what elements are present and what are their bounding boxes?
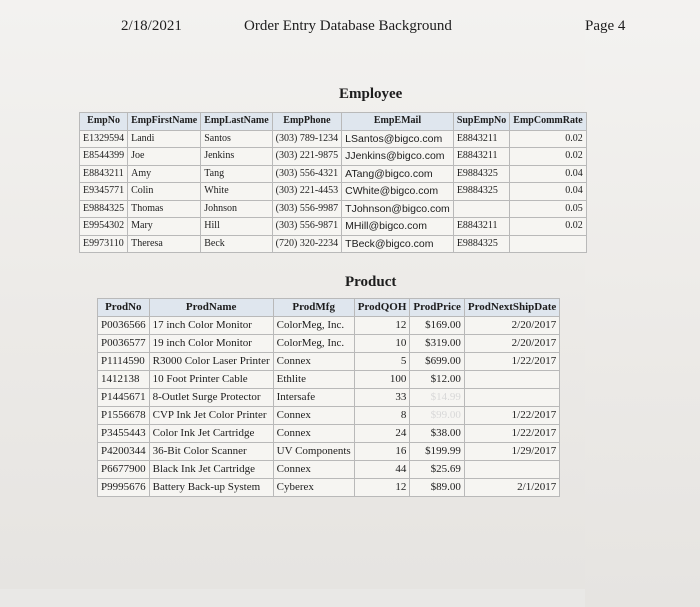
table-cell: 0.04 (510, 183, 586, 201)
table-cell: 1/22/2017 (464, 425, 559, 443)
table-cell: 19 inch Color Monitor (149, 335, 273, 353)
table-cell: Colin (128, 183, 201, 201)
table-cell: (303) 221-4453 (272, 183, 342, 201)
table-cell: E9884325 (453, 183, 509, 201)
table-cell: UV Components (273, 443, 354, 461)
table-cell: E1329594 (80, 130, 128, 148)
column-header: ProdQOH (354, 299, 410, 317)
table-cell: 0.02 (510, 130, 586, 148)
table-cell: LSantos@bigco.com (342, 130, 454, 148)
table-row (98, 335, 560, 353)
table-row (80, 165, 587, 183)
table-cell: R3000 Color Laser Printer (149, 353, 273, 371)
table-cell: (303) 556-9871 (272, 218, 342, 236)
column-header: EmpNo (80, 113, 128, 131)
table-cell: 2/20/2017 (464, 335, 559, 353)
table-cell: Landi (128, 130, 201, 148)
table-cell: $99.00 (410, 407, 464, 425)
table-cell: P4200344 (98, 443, 150, 461)
table-cell: Intersafe (273, 389, 354, 407)
table-cell: Connex (273, 407, 354, 425)
table-cell: JJenkins@bigco.com (342, 148, 454, 166)
table-cell: CWhite@bigco.com (342, 183, 454, 201)
table-cell: Connex (273, 353, 354, 371)
table-cell: (720) 320-2234 (272, 235, 342, 253)
table-cell: E9954302 (80, 218, 128, 236)
table-cell: Hill (201, 218, 272, 236)
table-row (98, 443, 560, 461)
column-header: ProdNo (98, 299, 150, 317)
table-cell: Amy (128, 165, 201, 183)
table-cell: Black Ink Jet Cartridge (149, 461, 273, 479)
table-cell: Johnson (201, 200, 272, 218)
page-date: 2/18/2021 (121, 18, 182, 34)
table-cell (464, 371, 559, 389)
product-header-row (98, 299, 560, 317)
employee-header-row (80, 113, 587, 131)
table-cell: CVP Ink Jet Color Printer (149, 407, 273, 425)
table-cell: 17 inch Color Monitor (149, 317, 273, 335)
table-cell: (303) 556-4321 (272, 165, 342, 183)
table-cell: 36-Bit Color Scanner (149, 443, 273, 461)
table-row (98, 371, 560, 389)
table-row (80, 218, 587, 236)
table-cell: $38.00 (410, 425, 464, 443)
table-cell: ColorMeg, Inc. (273, 335, 354, 353)
employee-table (79, 112, 587, 253)
table-row (98, 425, 560, 443)
table-cell: Tang (201, 165, 272, 183)
table-cell: E9973110 (80, 235, 128, 253)
table-cell: 0.04 (510, 165, 586, 183)
table-cell: 12 (354, 317, 410, 335)
table-cell: E9345771 (80, 183, 128, 201)
table-row (80, 130, 587, 148)
table-cell: E8544399 (80, 148, 128, 166)
table-cell: P1556678 (98, 407, 150, 425)
table-cell: Beck (201, 235, 272, 253)
table-cell: P1445671 (98, 389, 150, 407)
column-header: EmpFirstName (128, 113, 201, 131)
table-cell: $199.99 (410, 443, 464, 461)
table-cell: 10 (354, 335, 410, 353)
table-row (98, 389, 560, 407)
table-cell: P0036577 (98, 335, 150, 353)
product-table (97, 298, 560, 497)
table-cell: (303) 556-9987 (272, 200, 342, 218)
table-row (80, 148, 587, 166)
column-header: EmpPhone (272, 113, 342, 131)
table-cell (453, 200, 509, 218)
table-cell: ColorMeg, Inc. (273, 317, 354, 335)
table-cell: P9995676 (98, 479, 150, 497)
table-cell: 33 (354, 389, 410, 407)
table-cell: White (201, 183, 272, 201)
table-cell: 0.02 (510, 148, 586, 166)
table-cell: ATang@bigco.com (342, 165, 454, 183)
table-cell: 1412138 (98, 371, 150, 389)
employee-table-caption: Employee (339, 86, 403, 102)
table-cell: Ethlite (273, 371, 354, 389)
column-header: ProdPrice (410, 299, 464, 317)
table-row (80, 200, 587, 218)
table-cell: 0.05 (510, 200, 586, 218)
column-header: EmpLastName (201, 113, 272, 131)
column-header: EmpCommRate (510, 113, 586, 131)
column-header: EmpEMail (342, 113, 454, 131)
table-cell: 2/20/2017 (464, 317, 559, 335)
table-cell: MHill@bigco.com (342, 218, 454, 236)
table-cell: Connex (273, 425, 354, 443)
table-row (80, 235, 587, 253)
table-cell: (303) 789-1234 (272, 130, 342, 148)
table-cell (464, 389, 559, 407)
table-cell: Color Ink Jet Cartridge (149, 425, 273, 443)
table-cell: P1114590 (98, 353, 150, 371)
table-cell: 8-Outlet Surge Protector (149, 389, 273, 407)
table-cell: Santos (201, 130, 272, 148)
table-row (98, 479, 560, 497)
table-cell: 44 (354, 461, 410, 479)
table-cell: 0.02 (510, 218, 586, 236)
table-cell: E9884325 (80, 200, 128, 218)
table-cell: TBeck@bigco.com (342, 235, 454, 253)
table-cell: 8 (354, 407, 410, 425)
table-cell: E8843211 (453, 148, 509, 166)
table-cell: (303) 221-9875 (272, 148, 342, 166)
table-cell: 5 (354, 353, 410, 371)
table-cell: $12.00 (410, 371, 464, 389)
table-cell: $25.69 (410, 461, 464, 479)
table-row (98, 317, 560, 335)
table-cell: E9884325 (453, 165, 509, 183)
table-cell: Thomas (128, 200, 201, 218)
page-title: Order Entry Database Background (244, 18, 452, 34)
page-number: Page 4 (585, 18, 700, 607)
table-cell: Jenkins (201, 148, 272, 166)
table-cell: 16 (354, 443, 410, 461)
column-header: ProdName (149, 299, 273, 317)
table-cell: E8843211 (453, 130, 509, 148)
table-cell: 1/22/2017 (464, 407, 559, 425)
table-cell: E8843211 (80, 165, 128, 183)
column-header: ProdMfg (273, 299, 354, 317)
table-cell (464, 461, 559, 479)
table-cell: $169.00 (410, 317, 464, 335)
table-cell (510, 235, 586, 253)
table-cell: TJohnson@bigco.com (342, 200, 454, 218)
table-row (98, 353, 560, 371)
table-row (98, 407, 560, 425)
table-cell: 24 (354, 425, 410, 443)
table-cell: E9884325 (453, 235, 509, 253)
table-cell: Joe (128, 148, 201, 166)
table-cell: 2/1/2017 (464, 479, 559, 497)
table-cell: 100 (354, 371, 410, 389)
table-cell: Cyberex (273, 479, 354, 497)
table-row (98, 461, 560, 479)
table-cell: $319.00 (410, 335, 464, 353)
product-table-caption: Product (345, 274, 397, 290)
table-cell: Connex (273, 461, 354, 479)
table-cell: Battery Back-up System (149, 479, 273, 497)
table-cell: 1/22/2017 (464, 353, 559, 371)
table-cell: $699.00 (410, 353, 464, 371)
table-cell: Mary (128, 218, 201, 236)
table-row (80, 183, 587, 201)
table-cell: Theresa (128, 235, 201, 253)
table-cell: P3455443 (98, 425, 150, 443)
table-cell: P0036566 (98, 317, 150, 335)
table-cell: 12 (354, 479, 410, 497)
table-cell: 1/29/2017 (464, 443, 559, 461)
table-cell: $89.00 (410, 479, 464, 497)
table-cell: E8843211 (453, 218, 509, 236)
table-cell: 10 Foot Printer Cable (149, 371, 273, 389)
column-header: ProdNextShipDate (464, 299, 559, 317)
table-cell: P6677900 (98, 461, 150, 479)
column-header: SupEmpNo (453, 113, 509, 131)
table-cell: $14.99 (410, 389, 464, 407)
